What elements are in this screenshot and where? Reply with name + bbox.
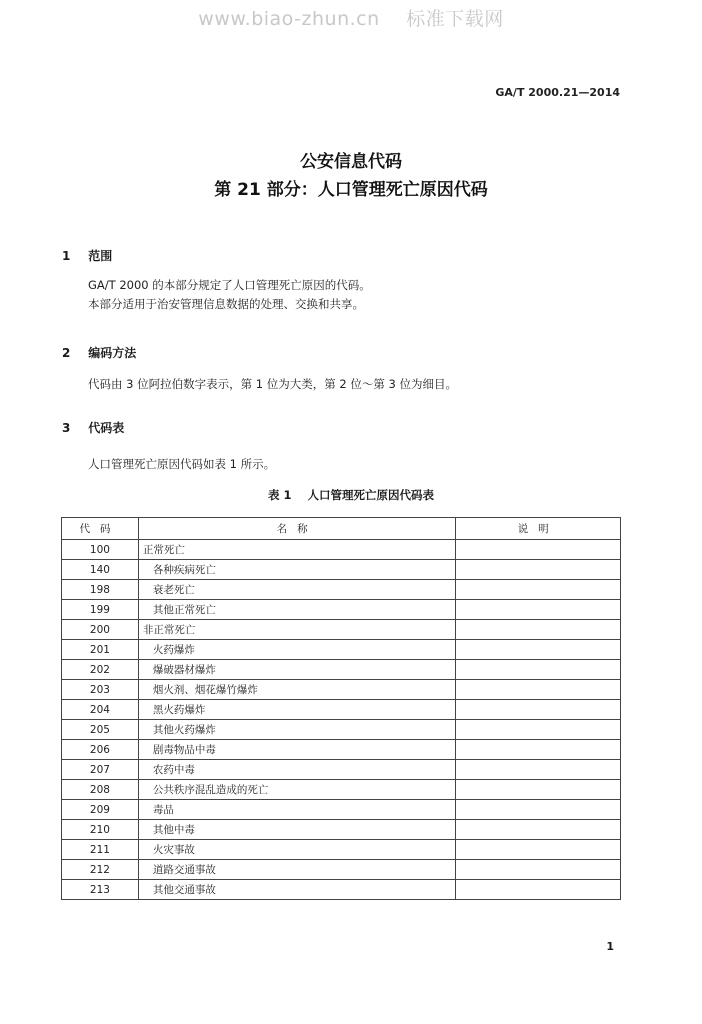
row-code: 201 — [62, 640, 139, 660]
row-name: 烟火剂、烟花爆竹爆炸 — [138, 680, 455, 700]
row-note — [456, 600, 621, 620]
row-name: 正常死亡 — [138, 540, 455, 560]
header-code: 代码 — [62, 518, 139, 540]
row-note — [456, 820, 621, 840]
row-note — [456, 680, 621, 700]
row-code: 212 — [62, 860, 139, 880]
page-number: 1 — [606, 940, 614, 953]
row-note — [456, 540, 621, 560]
row-note — [456, 880, 621, 900]
table-row — [62, 840, 621, 860]
row-note — [456, 560, 621, 580]
death-cause-code-table — [61, 517, 621, 900]
section-1-body — [88, 276, 371, 314]
title-line-1: 公安信息代码 — [300, 152, 402, 172]
row-code: 203 — [62, 680, 139, 700]
document-title — [0, 148, 702, 204]
row-name: 各种疾病死亡 — [138, 560, 455, 580]
table-row — [62, 880, 621, 900]
row-name: 非正常死亡 — [138, 620, 455, 640]
row-note — [456, 740, 621, 760]
row-note — [456, 620, 621, 640]
row-note — [456, 640, 621, 660]
row-name: 剧毒物品中毒 — [138, 740, 455, 760]
table-body — [62, 540, 621, 900]
row-note — [456, 660, 621, 680]
section-number: 2 — [62, 346, 71, 360]
title-line-2: 第 21 部分：人口管理死亡原因代码 — [214, 180, 488, 200]
paragraph: 代码由 3 位阿拉伯数字表示，第 1 位为大类，第 2 位～第 3 位为细目。 — [88, 377, 458, 391]
row-code: 140 — [62, 560, 139, 580]
table-row — [62, 860, 621, 880]
table-row — [62, 700, 621, 720]
section-3-body — [88, 455, 275, 474]
row-name: 火药爆炸 — [138, 640, 455, 660]
row-code: 206 — [62, 740, 139, 760]
table-row — [62, 760, 621, 780]
row-name: 衰老死亡 — [138, 580, 455, 600]
table-row — [62, 620, 621, 640]
table-caption-title: 人口管理死亡原因代码表 — [307, 488, 435, 502]
row-code: 208 — [62, 780, 139, 800]
section-title: 代码表 — [88, 421, 125, 435]
table-caption — [0, 487, 702, 503]
row-code: 200 — [62, 620, 139, 640]
section-3-heading — [62, 419, 124, 436]
table-row — [62, 800, 621, 820]
section-2-heading — [62, 344, 136, 361]
table-header-row — [62, 518, 621, 540]
section-number: 3 — [62, 421, 71, 435]
row-note — [456, 780, 621, 800]
row-name: 道路交通事故 — [138, 860, 455, 880]
table-caption-number: 表 1 — [267, 488, 292, 502]
row-name: 公共秩序混乱造成的死亡 — [138, 780, 455, 800]
row-note — [456, 760, 621, 780]
row-note — [456, 720, 621, 740]
row-name: 火灾事故 — [138, 840, 455, 860]
section-title: 范围 — [88, 249, 113, 263]
paragraph: GA/T 2000 的本部分规定了人口管理死亡原因的代码。 — [88, 278, 371, 292]
row-name: 其他中毒 — [138, 820, 455, 840]
row-name: 爆破器材爆炸 — [138, 660, 455, 680]
table-row — [62, 820, 621, 840]
row-name: 黑火药爆炸 — [138, 700, 455, 720]
table-row — [62, 580, 621, 600]
row-name: 毒品 — [138, 800, 455, 820]
row-name: 其他正常死亡 — [138, 600, 455, 620]
row-code: 199 — [62, 600, 139, 620]
row-name: 其他交通事故 — [138, 880, 455, 900]
row-code: 211 — [62, 840, 139, 860]
row-note — [456, 860, 621, 880]
table-row — [62, 540, 621, 560]
standard-code: GA/T 2000.21—2014 — [495, 86, 620, 99]
header-name: 名称 — [138, 518, 455, 540]
table-row — [62, 680, 621, 700]
row-name: 农药中毒 — [138, 760, 455, 780]
row-note — [456, 580, 621, 600]
section-1-heading — [62, 247, 112, 264]
row-code: 210 — [62, 820, 139, 840]
header-note: 说明 — [456, 518, 621, 540]
table-row — [62, 780, 621, 800]
row-code: 213 — [62, 880, 139, 900]
table-row — [62, 560, 621, 580]
row-name: 其他火药爆炸 — [138, 720, 455, 740]
row-note — [456, 840, 621, 860]
row-code: 207 — [62, 760, 139, 780]
paragraph: 本部分适用于治安管理信息数据的处理、交换和共享。 — [88, 297, 364, 311]
row-code: 209 — [62, 800, 139, 820]
section-title: 编码方法 — [88, 346, 137, 360]
section-2-body — [88, 375, 457, 394]
row-code: 100 — [62, 540, 139, 560]
section-number: 1 — [62, 249, 71, 263]
row-code: 205 — [62, 720, 139, 740]
watermark — [0, 4, 702, 31]
watermark-name: 标准下载网 — [406, 8, 504, 30]
watermark-site: www.biao-zhun.cn — [198, 8, 380, 30]
table-row — [62, 720, 621, 740]
table-row — [62, 600, 621, 620]
paragraph: 人口管理死亡原因代码如表 1 所示。 — [88, 457, 276, 471]
table-row — [62, 640, 621, 660]
table-row — [62, 740, 621, 760]
table-row — [62, 660, 621, 680]
row-code: 198 — [62, 580, 139, 600]
row-code: 202 — [62, 660, 139, 680]
row-note — [456, 700, 621, 720]
row-code: 204 — [62, 700, 139, 720]
row-note — [456, 800, 621, 820]
